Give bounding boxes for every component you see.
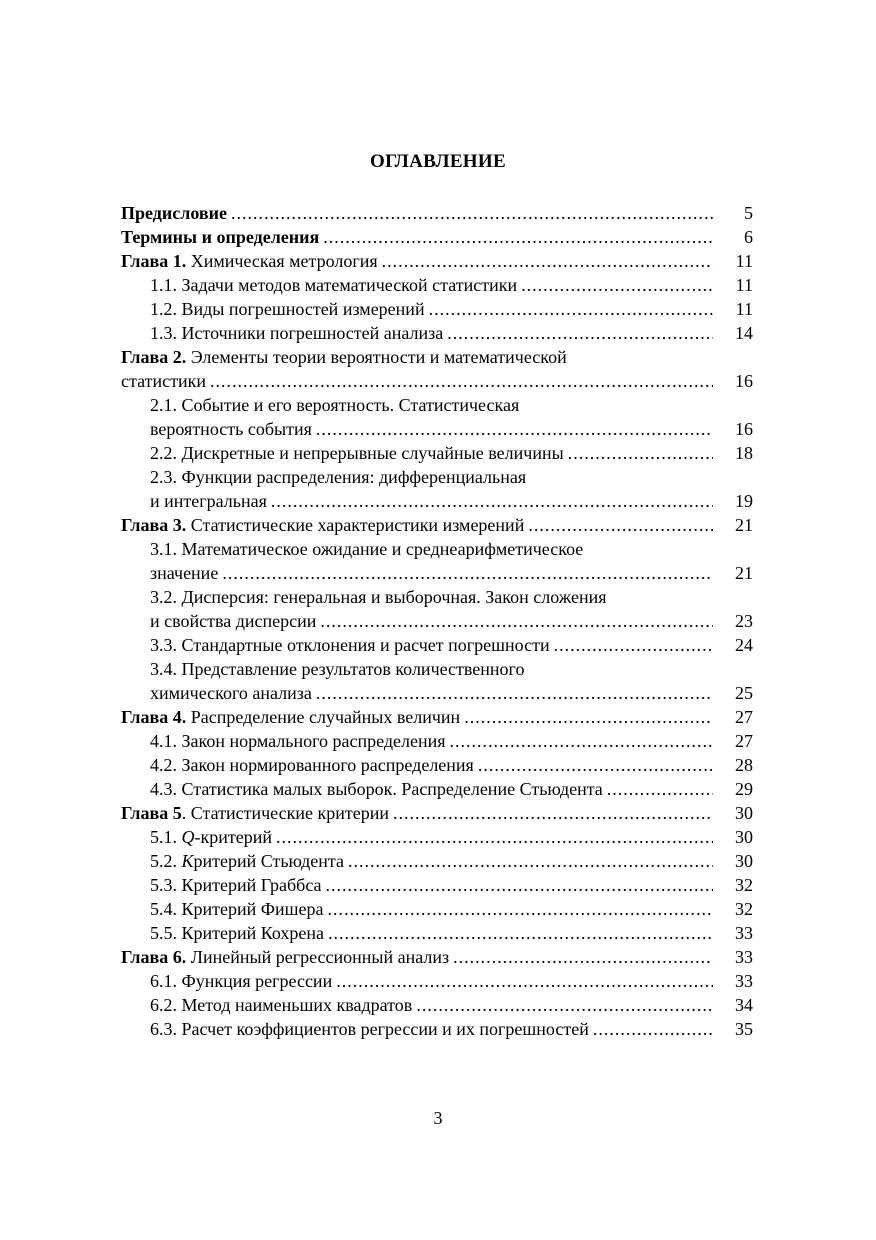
toc-entry-section-4-2[interactable] bbox=[121, 753, 753, 777]
section-number: 5.2. bbox=[150, 851, 177, 871]
toc-page-number: 14 bbox=[735, 323, 753, 343]
dot-leader bbox=[450, 729, 713, 753]
toc-page-number: 11 bbox=[735, 275, 753, 295]
toc-page-number: 23 bbox=[735, 611, 753, 631]
toc-entry-title: Линейный регрессионный анализ bbox=[190, 947, 450, 967]
toc-entry-chapter-5[interactable] bbox=[121, 801, 753, 825]
toc-page-number: 33 bbox=[735, 947, 753, 967]
dot-leader bbox=[336, 969, 713, 993]
toc-entry-section-6-2[interactable] bbox=[121, 993, 753, 1017]
italic-letter: К bbox=[181, 851, 194, 871]
dot-leader bbox=[222, 561, 713, 585]
dot-leader bbox=[447, 321, 713, 345]
toc-entry-title-line-1: 2.3. Функции распределения: дифференциальная bbox=[150, 467, 527, 487]
toc-entry-section-2-1[interactable] bbox=[121, 393, 753, 441]
toc-page-number: 19 bbox=[735, 491, 753, 511]
italic-letter: Q bbox=[181, 827, 195, 847]
toc-entry-title: 2.2. Дискретные и непрерывные случайные величины bbox=[150, 443, 564, 463]
toc-page-number: 11 bbox=[735, 299, 753, 319]
chapter-label: Глава 1. bbox=[121, 251, 187, 271]
toc-entry-section-3-1[interactable] bbox=[121, 537, 753, 585]
toc-page-number: 27 bbox=[735, 707, 753, 727]
toc-page-number: 28 bbox=[735, 755, 753, 775]
toc-page-number: 11 bbox=[735, 251, 753, 271]
toc-entry-chapter-3[interactable] bbox=[121, 513, 753, 537]
toc-entry-title: 4.1. Закон нормального распределения bbox=[150, 731, 446, 751]
toc-entry-section-5-1[interactable] bbox=[121, 825, 753, 849]
toc-entry-title-line-2: и свойства дисперсии bbox=[150, 611, 317, 631]
toc-entry-title: Термины и определения bbox=[121, 227, 320, 247]
toc-entry-chapter-4[interactable] bbox=[121, 705, 753, 729]
toc-page-number: 32 bbox=[735, 899, 753, 919]
toc-entry-title: 4.2. Закон нормированного распределения bbox=[150, 755, 474, 775]
toc-entry-section-3-4[interactable] bbox=[121, 657, 753, 705]
toc-entry-title: . Статистические критерии bbox=[181, 803, 389, 823]
dot-leader bbox=[393, 801, 713, 825]
toc-page-number: 33 bbox=[735, 923, 753, 943]
dot-leader bbox=[521, 273, 713, 297]
toc-entry-terms[interactable] bbox=[121, 225, 753, 249]
toc-entry-chapter-1[interactable] bbox=[121, 249, 753, 273]
toc-page-number: 32 bbox=[735, 875, 753, 895]
toc-page-number: 21 bbox=[735, 515, 753, 535]
dot-leader bbox=[316, 681, 713, 705]
dot-leader bbox=[593, 1017, 713, 1041]
table-of-contents bbox=[121, 201, 753, 1041]
toc-entry-title-line-1: 3.4. Представление результатов количественного bbox=[150, 659, 525, 679]
toc-page-number: 25 bbox=[735, 683, 753, 703]
dot-leader bbox=[554, 633, 713, 657]
toc-entry-section-2-2[interactable] bbox=[121, 441, 753, 465]
toc-entry-title: 1.2. Виды погрешностей измерений bbox=[150, 299, 425, 319]
toc-entry-title: Предисловие bbox=[121, 203, 227, 223]
toc-entry-section-5-4[interactable] bbox=[121, 897, 753, 921]
toc-entry-section-4-3[interactable] bbox=[121, 777, 753, 801]
toc-entry-title-line-2: значение bbox=[150, 563, 219, 583]
toc-entry-preface[interactable] bbox=[121, 201, 753, 225]
toc-page-number: 34 bbox=[735, 995, 753, 1015]
toc-entry-title: Распределение случайных величин bbox=[190, 707, 461, 727]
dot-leader bbox=[453, 945, 713, 969]
toc-page-number: 6 bbox=[744, 227, 753, 247]
toc-entry-title: Химическая метрология bbox=[190, 251, 378, 271]
page-title: ОГЛАВЛЕНИЕ bbox=[370, 151, 506, 172]
toc-entry-title: 5.4. Критерий Фишера bbox=[150, 899, 324, 919]
toc-entry-section-3-3[interactable] bbox=[121, 633, 753, 657]
toc-entry-title-line-2: и интегральная bbox=[150, 491, 267, 511]
chapter-label: Глава 5 bbox=[121, 803, 182, 823]
toc-entry-title-line-2: вероятность события bbox=[150, 419, 312, 439]
toc-entry-section-5-3[interactable] bbox=[121, 873, 753, 897]
dot-leader bbox=[429, 297, 713, 321]
toc-entry-title: 3.3. Стандартные отклонения и расчет погрешности bbox=[150, 635, 550, 655]
toc-entry-title-line-2: химического анализа bbox=[150, 683, 312, 703]
toc-page-number: 35 bbox=[735, 1019, 753, 1039]
toc-page-number: 29 bbox=[735, 779, 753, 799]
dot-leader bbox=[276, 825, 713, 849]
toc-page-number: 24 bbox=[735, 635, 753, 655]
chapter-label: Глава 3. bbox=[121, 515, 187, 535]
toc-entry-title: 1.1. Задачи методов математической статистики bbox=[150, 275, 518, 295]
toc-entry-section-3-2[interactable] bbox=[121, 585, 753, 633]
dot-leader bbox=[327, 897, 713, 921]
dot-leader bbox=[328, 921, 713, 945]
chapter-label: Глава 2. bbox=[121, 347, 187, 367]
toc-page-number: 30 bbox=[735, 827, 753, 847]
toc-entry-title-line-1: 3.2. Дисперсия: генеральная и выборочная. Закон сложения bbox=[150, 587, 607, 607]
dot-leader bbox=[316, 417, 713, 441]
dot-leader bbox=[348, 849, 713, 873]
dot-leader bbox=[320, 609, 713, 633]
toc-entry-section-1-3[interactable] bbox=[121, 321, 753, 345]
toc-page-number: 16 bbox=[735, 371, 753, 391]
toc-entry-title: 6.1. Функция регрессии bbox=[150, 971, 333, 991]
toc-entry-title: ритерий Стьюдента bbox=[193, 851, 344, 871]
toc-entry-section-1-2[interactable] bbox=[121, 297, 753, 321]
toc-entry-section-6-3[interactable] bbox=[121, 1017, 753, 1041]
dot-leader bbox=[382, 249, 713, 273]
toc-entry-section-5-5[interactable] bbox=[121, 921, 753, 945]
toc-entry-section-1-1[interactable] bbox=[121, 273, 753, 297]
toc-page-number: 16 bbox=[735, 419, 753, 439]
dot-leader bbox=[231, 201, 713, 225]
toc-entry-title: Статистические характеристики измерений bbox=[190, 515, 525, 535]
chapter-label: Глава 4. bbox=[121, 707, 187, 727]
dot-leader bbox=[323, 225, 713, 249]
toc-entry-title: 5.3. Критерий Граббса bbox=[150, 875, 322, 895]
toc-page-number: 21 bbox=[735, 563, 753, 583]
dot-leader bbox=[416, 993, 713, 1017]
toc-page-number: 5 bbox=[744, 203, 753, 223]
dot-leader bbox=[326, 873, 713, 897]
dot-leader bbox=[464, 705, 713, 729]
dot-leader bbox=[607, 777, 713, 801]
toc-entry-title: 6.2. Метод наименьших квадратов bbox=[150, 995, 413, 1015]
toc-page-number: 18 bbox=[735, 443, 753, 463]
toc-entry-title: -критерий bbox=[194, 827, 272, 847]
toc-entry-section-4-1[interactable] bbox=[121, 729, 753, 753]
dot-leader bbox=[210, 369, 713, 393]
toc-entry-title-line-2: статистики bbox=[121, 371, 206, 391]
toc-entry-title: 4.3. Статистика малых выборок. Распределение Стьюдента bbox=[150, 779, 603, 799]
dot-leader bbox=[568, 441, 713, 465]
toc-page-number: 30 bbox=[735, 851, 753, 871]
toc-entry-title: 5.5. Критерий Кохрена bbox=[150, 923, 325, 943]
page-number: 3 bbox=[433, 1108, 443, 1128]
toc-page-number: 27 bbox=[735, 731, 753, 751]
dot-leader bbox=[478, 753, 713, 777]
toc-entry-chapter-2[interactable] bbox=[121, 345, 753, 393]
toc-entry-section-5-2[interactable] bbox=[121, 849, 753, 873]
toc-entry-title: 1.3. Источники погрешностей анализа bbox=[150, 323, 444, 343]
chapter-label: Глава 6. bbox=[121, 947, 187, 967]
dot-leader bbox=[528, 513, 713, 537]
toc-entry-title: 6.3. Расчет коэффициентов регрессии и их погрешностей bbox=[150, 1019, 589, 1039]
toc-entry-chapter-6[interactable] bbox=[121, 945, 753, 969]
toc-page-number: 30 bbox=[735, 803, 753, 823]
toc-entry-section-6-1[interactable] bbox=[121, 969, 753, 993]
toc-entry-title-line-1: Элементы теории вероятности и математической bbox=[190, 347, 567, 367]
section-number: 5.1. bbox=[150, 827, 177, 847]
dot-leader bbox=[271, 489, 713, 513]
toc-entry-title-line-1: 2.1. Событие и его вероятность. Статистическая bbox=[150, 395, 520, 415]
toc-entry-section-2-3[interactable] bbox=[121, 465, 753, 513]
toc-entry-title-line-1: 3.1. Математическое ожидание и среднеарифметическое bbox=[150, 539, 584, 559]
toc-page-number: 33 bbox=[735, 971, 753, 991]
